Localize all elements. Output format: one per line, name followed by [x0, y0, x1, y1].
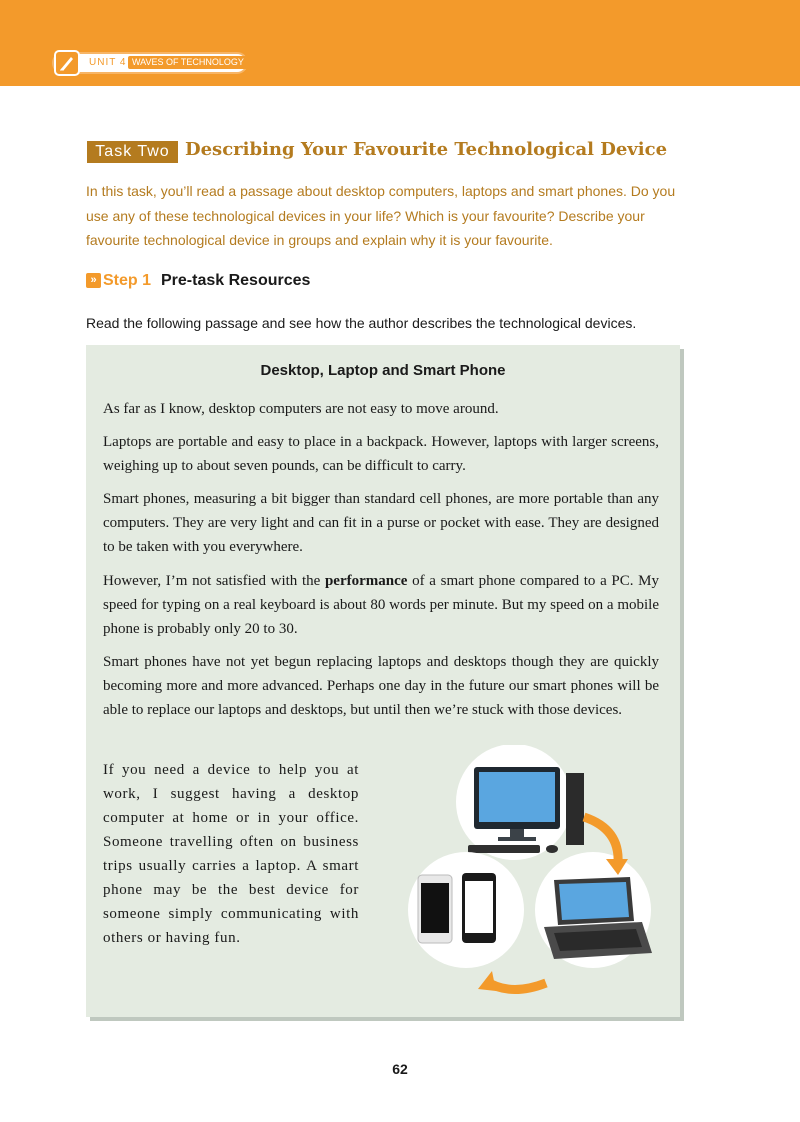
step-label: Step 1: [103, 272, 152, 289]
devices-illustration: [406, 745, 666, 1005]
passage-paragraph-3: Smart phones, measuring a bit bigger than standard cell phones, are more portable than any computers. They are very light and can fit in a purse or pocket with ease. They are designed to be taken with you everywhere.: [103, 491, 659, 555]
passage-title: Desktop, Laptop and Smart Phone: [260, 362, 506, 379]
unit-label: UNIT 4: [89, 57, 127, 68]
passage-paragraph-4: However, I’m not satisfied with the performance of a smart phone compared to a PC. My speed for typing on a real keyboard is about 80 words per minute. But my speed on a mobile phone is probably only 20 to 30.: [103, 573, 660, 637]
page-number: 62: [392, 1061, 408, 1077]
keyword-performance: performance: [324, 573, 408, 589]
double-chevron-icon: »: [86, 273, 101, 288]
passage-paragraph-6: If you need a device to help you at work, I suggest having a desktop computer at home or in your office. Someone travelling often on business trips usually carries a laptop. A smart phone may be the best device for someone simply communicating with others or having fun.: [103, 762, 359, 946]
passage-paragraph-2: Laptops are portable and easy to place in a backpack. However, laptops with larger screens, weighing up to about seven pounds, can be difficult to carry.: [103, 434, 659, 474]
pen-nib-icon: [54, 50, 80, 76]
task-title: Describing Your Favourite Technological Device: [185, 139, 668, 160]
unit-title: WAVES OF TECHNOLOGY: [128, 56, 248, 69]
passage-box: [86, 345, 680, 1017]
passage-paragraph-1: As far as I know, desktop computers are not easy to move around.: [103, 401, 499, 417]
task-tag: Task Two: [87, 141, 178, 163]
task-intro: In this task, you’ll read a passage about desktop computers, laptops and smart phones. Do you use any of these technological devices in your life? Which is your favourite? Describe your favourite technological device in groups and explain why it is your favourite.: [86, 183, 676, 248]
passage-paragraph-5: Smart phones have not yet begun replacing laptops and desktops though they are quickly becoming more and more advanced. Perhaps one day in the future our smart phones will be able to replace our laptops and desktops, but until then we’re stuck with those devices.: [103, 654, 659, 718]
step-title: Pre-task Resources: [161, 272, 311, 289]
step-instruction: Read the following passage and see how the author describes the technological devices.: [86, 315, 637, 331]
